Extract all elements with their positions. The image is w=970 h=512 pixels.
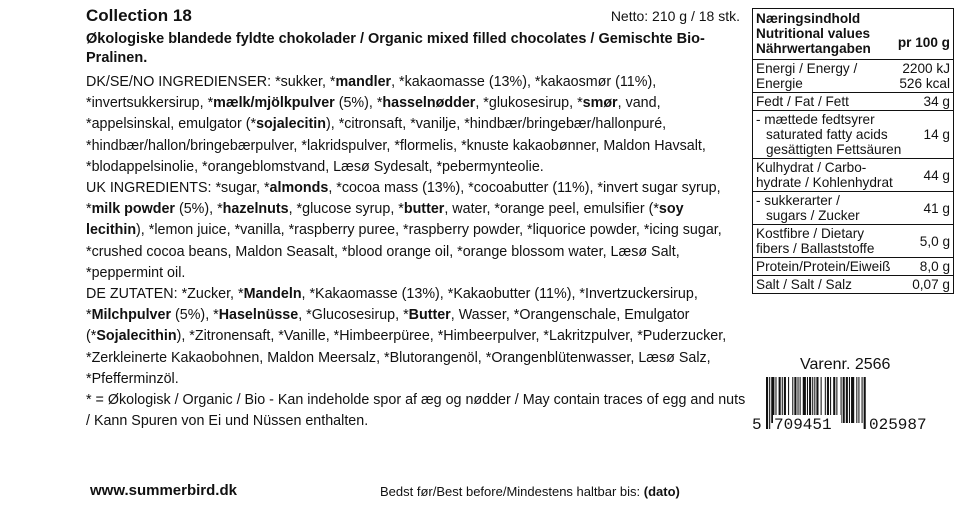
website-link[interactable]: www.summerbird.dk — [90, 482, 237, 499]
ingredients-dk: DK/SE/NO INGREDIENSER: *sukker, *mandler, *kakaomasse (13%), *kakaosmør (11%), *invertsukkersirup, *mælk/mjölkpulver (5%), *hasselnødder, *glukosesirup, *smør, vand, *appelsinskal, emulgator (*sojalecitin), *citronsaft, *vanilje, *hindbær/bringebær/hallonpuré, *hindbær/hallon/bringebærpulver, *lakridspulver, *flormelis, *knuste kakaobønner, Maldon Havsalt, *blodappelsinolie, *orangeblomstvand, Læsø Sydesalt, *pebermynteolie. — [86, 74, 706, 175]
ingredients-uk: UK INGREDIENTS: *sugar, *almonds, *cocoa mass (13%), *cocoabutter (11%), *invert sugar syrup, *milk powder (5%), *hazelnuts, *glucose syrup, *butter, water, *orange peel, emulsifier (*soy lecithin), *lemon juice, *vanilla, *raspberry puree, *raspberry powder, *liquorice powder, *icing sugar, *crushed cocoa beans, Maldon Seasalt, *blood orange oil, *orange blossom water, Læsø Salt, *peppermint oil. — [86, 180, 722, 281]
nutrition-value: 44 g — [923, 167, 950, 183]
nutrition-label: Kostfibre / Dietary fibers / Ballaststoffe — [756, 226, 875, 256]
allergen-term: mælk/mjölkpulver — [213, 95, 335, 112]
allergen-term: mandler — [335, 74, 392, 90]
best-before-label: Bedst før/Best before/Mindestens haltbar bis: — [380, 484, 641, 499]
nutrition-value: 14 g — [923, 127, 950, 142]
allergen-term: Haselnüsse — [218, 307, 299, 324]
best-before — [380, 484, 680, 499]
allergen-term: sojalecitin — [256, 116, 326, 133]
allergen-term: Mandeln — [243, 286, 302, 303]
nutrition-label: Kulhydrat / Carbo- hydrate / Kohlenhydrat — [756, 160, 893, 190]
per-100g-label: pr 100 g — [897, 35, 950, 50]
label-text-column — [86, 6, 746, 432]
barcode-lead-digit: 5 — [752, 416, 762, 434]
nutrition-value: 8,0 g — [919, 259, 950, 274]
nutrition-row — [753, 159, 953, 192]
nutrition-value: 2200 kJ 526 kcal — [899, 61, 950, 91]
nutrition-row — [753, 258, 953, 276]
item-number: Varenr. 2566 — [800, 356, 891, 373]
nutrition-value: 34 g — [923, 94, 950, 109]
nutrition-row — [753, 225, 953, 258]
nutrition-row — [753, 60, 953, 93]
nutrition-row — [753, 192, 953, 225]
nutrition-label: Energi / Energy / Energie — [756, 61, 858, 91]
nutrition-value: 0,07 g — [912, 277, 950, 292]
allergen-term: Sojalecithin — [96, 328, 177, 345]
nutrition-label: Fedt / Fat / Fett — [756, 94, 849, 109]
allergen-term: soy lecithin — [86, 201, 684, 239]
nutrition-row — [753, 93, 953, 111]
nutrition-row — [753, 111, 953, 159]
barcode-left-digits: 709451 — [774, 416, 832, 434]
product-subtitle: Økologiske blandede fyldte chokolader / Organic mixed filled chocolates / Gemischte Bio-Pralinen. — [86, 31, 705, 66]
allergen-term: almonds — [269, 180, 329, 197]
allergen-term: Butter — [408, 307, 451, 324]
nutrition-label: Protein/Protein/Eiweiß — [756, 259, 891, 274]
allergen-term: hazelnuts — [222, 201, 289, 218]
nutrition-title: Næringsindhold Nutritional values Nährwertangaben — [756, 11, 871, 56]
net-weight: Netto: 210 g / 18 stk. — [610, 8, 740, 24]
barcode-right-digits: 025987 — [869, 416, 927, 434]
allergen-term: milk powder — [91, 201, 175, 218]
organic-note: * = Økologisk / Organic / Bio - Kan indeholde spor af æg og nødder / May contain traces of egg and nuts / Kann Spuren von Ei und Nüssen enthalten. — [86, 392, 746, 430]
allergen-term: smør — [582, 95, 618, 112]
ingredients-de: DE ZUTATEN: *Zucker, *Mandeln, *Kakaomasse (13%), *Kakaobutter (11%), *Invertzuckersirup, *Milchpulver (5%), *Haselnüsse, *Glucosesirup, *Butter, Wasser, *Orangenschale, Emulgator (*Sojalecithin), *Zitronensaft, *Vanille, *Himbeerpüree, *Himbeerpulver, *Lakritzpulver, *Puderzucker, *Zerkleinerte Kakaobohnen, Maldon Meersalz, *Blutorangenöl, *Orangenblütenwasser, Læsø Salz, *Pfefferminzöl. — [86, 286, 727, 387]
nutrition-label: Salt / Salt / Salz — [756, 277, 852, 292]
product-title: Collection 18 — [86, 6, 192, 25]
nutrition-label: - mættede fedtsyrer saturated fatty acids gesättigten Fettsäuren — [756, 112, 902, 157]
title-row — [86, 6, 746, 28]
nutrition-value: 41 g — [923, 200, 950, 216]
nutrition-table — [752, 8, 954, 294]
nutrition-row — [753, 276, 953, 293]
allergen-term: Milchpulver — [91, 307, 172, 324]
nutrition-label: - sukkerarter / sugars / Zucker — [756, 193, 860, 223]
allergen-term: hasselnødder — [382, 95, 476, 112]
best-before-value: (dato) — [643, 484, 680, 499]
nutrition-value: 5,0 g — [919, 233, 950, 249]
nutrition-header — [753, 9, 953, 60]
allergen-term: butter — [403, 201, 445, 218]
